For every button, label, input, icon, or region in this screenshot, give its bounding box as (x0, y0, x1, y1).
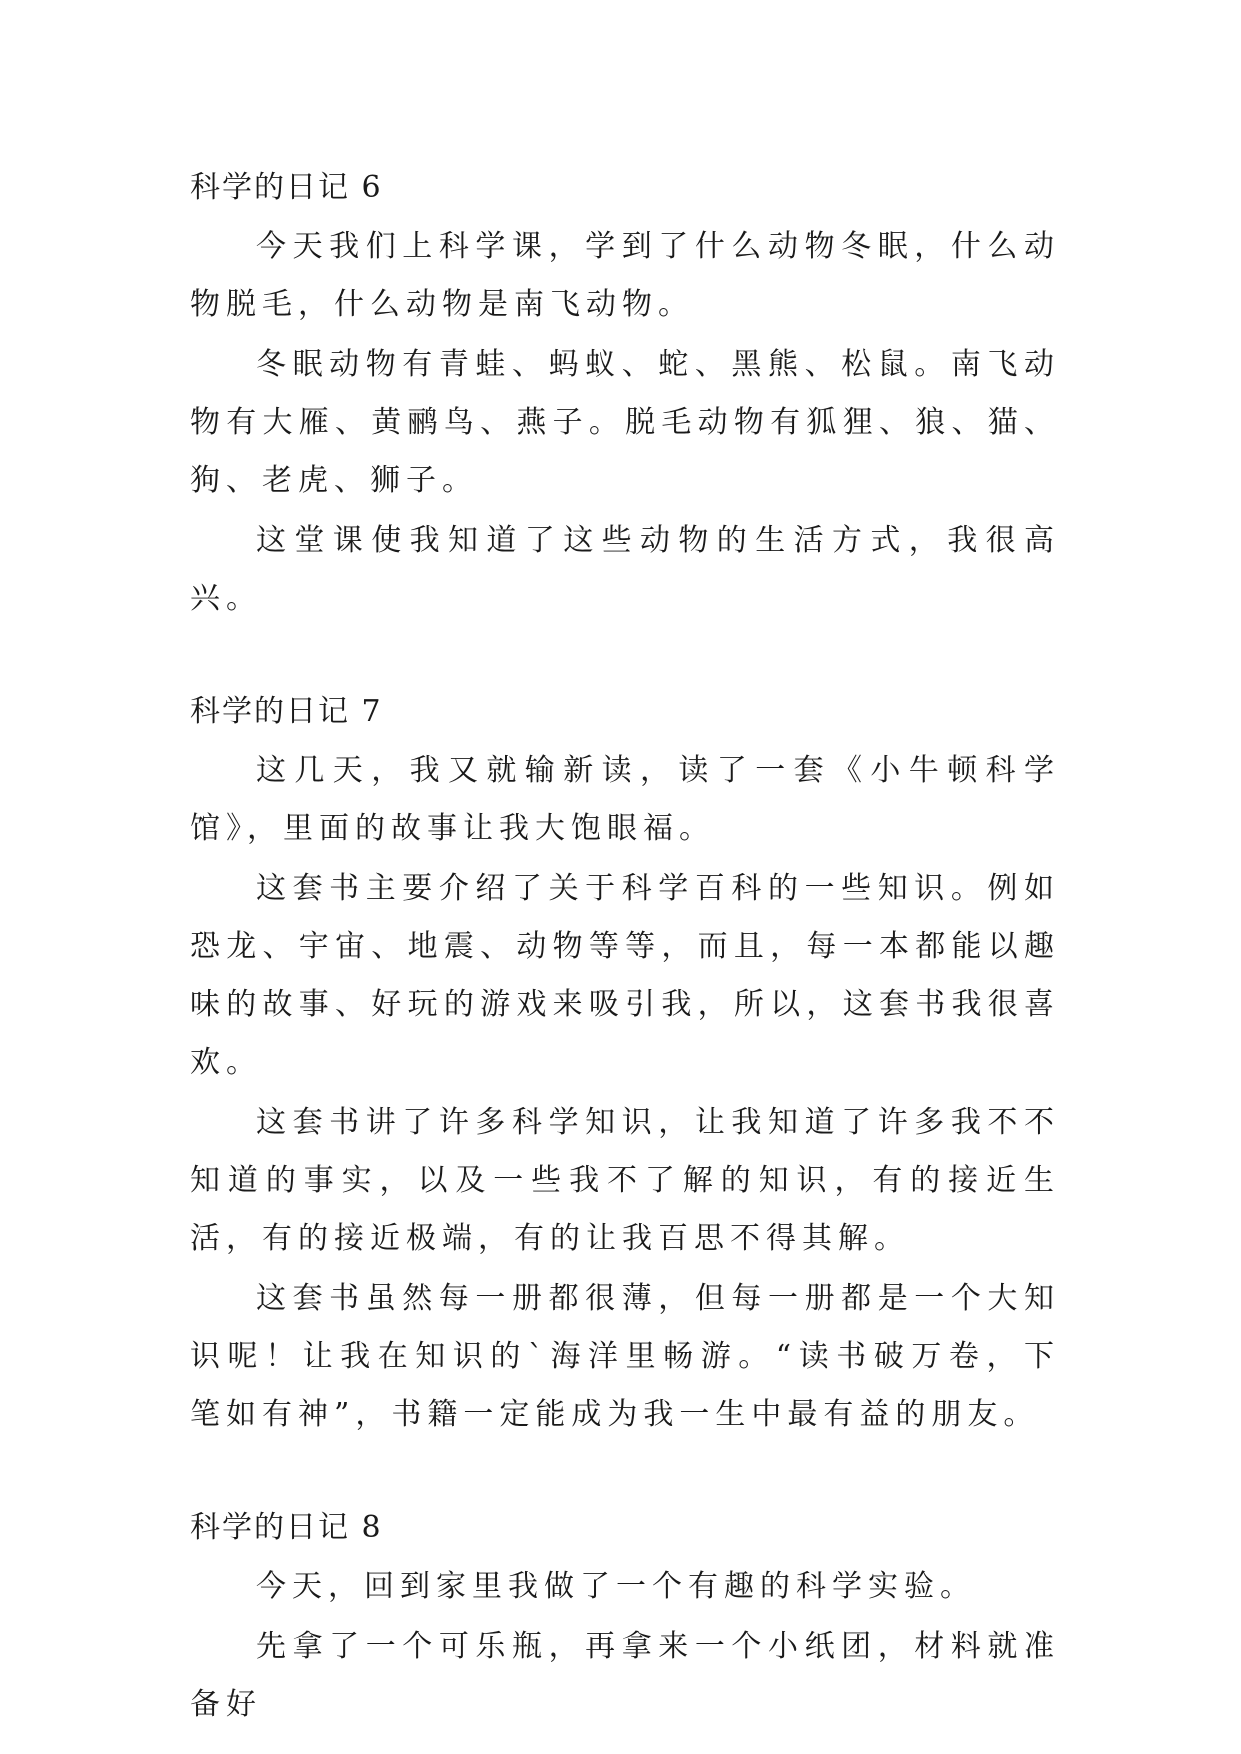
entry-paragraph: 这几天，我又就输新读，读了一套《小牛顿科学馆》，里面的故事让我大饱眼福。 (190, 753, 1060, 846)
entry-title: 科学的日记 7 (190, 694, 383, 729)
entry-paragraph: 冬眠动物有青蛙、蚂蚁、蛇、黑熊、松鼠。南飞动物有大雁、黄鹂鸟、燕子。脱毛动物有狐狸、狼、猫、狗、老虎、狮子。 (190, 347, 1060, 498)
entry-paragraph: 今天，回到家里我做了一个有趣的科学实验。 (256, 1569, 976, 1604)
entry-paragraph: 今天我们上科学课，学到了什么动物冬眠，什么动物脱毛，什么动物是南飞动物。 (190, 229, 1060, 322)
document-page (190, 160, 1060, 1734)
entry-title: 科学的日记 6 (190, 170, 383, 205)
entry-title: 科学的日记 8 (190, 1510, 383, 1545)
diary-entry-7 (190, 684, 1060, 1444)
entry-paragraph: 这套书虽然每一册都很薄，但每一册都是一个大知识呢！让我在知识的`海洋里畅游。“读书破万卷，下笔如有神”，书籍一定能成为我一生中最有益的朋友。 (190, 1281, 1060, 1432)
entry-paragraph: 这套书主要介绍了关于科学百科的一些知识。例如恐龙、宇宙、地震、动物等等，而且，每一本都能以趣味的故事、好玩的游戏来吸引我，所以，这套书我很喜欢。 (190, 871, 1060, 1080)
entry-paragraph: 这套书讲了许多科学知识，让我知道了许多我不不知道的事实，以及一些我不了解的知识，有的接近生活，有的接近极端，有的让我百思不得其解。 (190, 1105, 1060, 1256)
entry-paragraph: 这堂课使我知道了这些动物的生活方式，我很高兴。 (190, 523, 1060, 616)
diary-entry-6 (190, 160, 1060, 628)
entry-paragraph: 先拿了一个可乐瓶，再拿来一个小纸团，材料就准备好 (190, 1629, 1060, 1722)
diary-entry-8 (190, 1500, 1060, 1734)
